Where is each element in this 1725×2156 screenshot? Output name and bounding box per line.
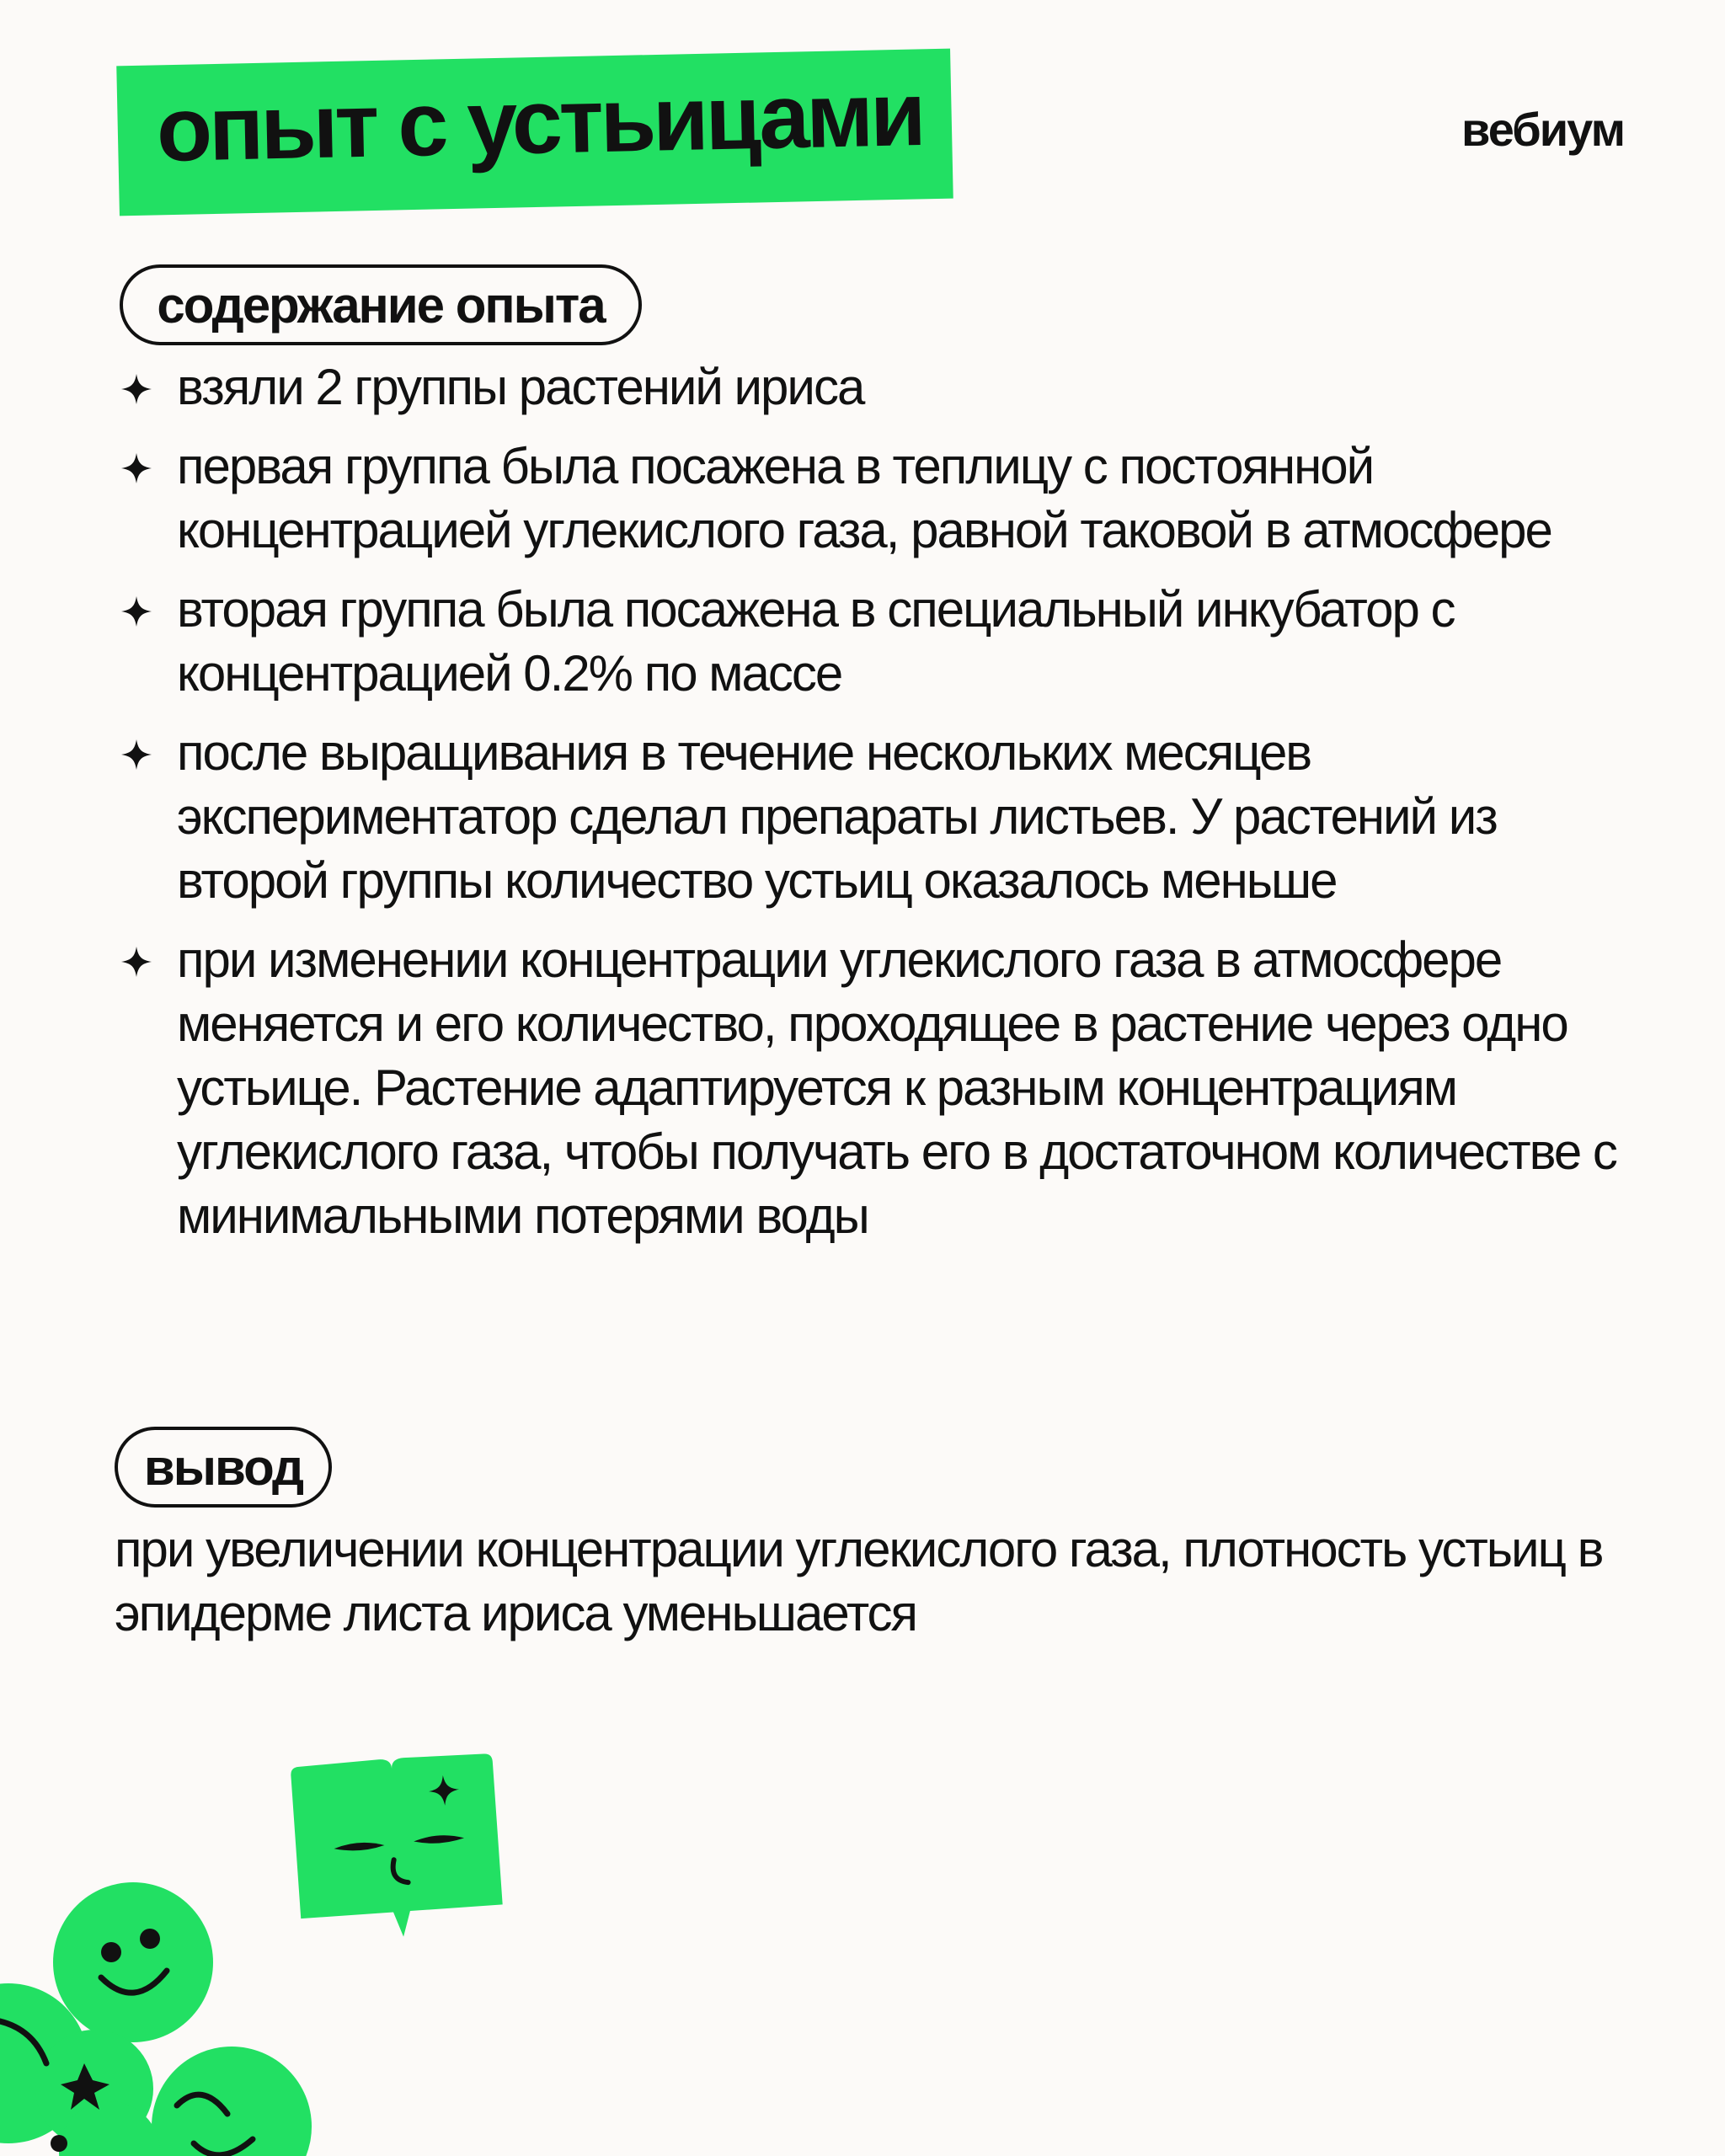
smiley-flower-icon xyxy=(0,1882,312,2156)
page-title: опыт с устьицами xyxy=(155,61,924,180)
conclusion-text: при увеличении концентрации углекислого газа, плотность устьиц в эпидерме листа ириса уменьшается xyxy=(115,1521,1603,1641)
book-mascot-icon xyxy=(291,1752,505,1944)
list-item-text: первая группа была посажена в теплицу с постоянной концентрацией углекислого газа, равной таковой в атмосфере xyxy=(177,438,1551,558)
section-label-result: вывод xyxy=(115,1427,332,1508)
list-item-text: взяли 2 группы растений ириса xyxy=(177,359,864,415)
section-label-content: содержание опыта xyxy=(120,264,642,345)
list-item-text: при изменении концентрации углекислого газа в атмосфере меняется и его количество, проходящее в растение через одно устьице. Растение адаптируется к разным концентрациям углекислого газа, чтобы получать его в достаточном количестве с минимальными потерями воды xyxy=(177,931,1616,1244)
list-item-text: вторая группа была посажена в специальный инкубатор с концентрацией 0.2% по массе xyxy=(177,581,1455,702)
list-item-text: после выращивания в течение нескольких месяцев экспериментатор сделал препараты листьев. У растений из второй группы количество устьиц оказалось меньше xyxy=(177,724,1497,909)
brand-logo-text: вебиум xyxy=(1461,103,1624,156)
